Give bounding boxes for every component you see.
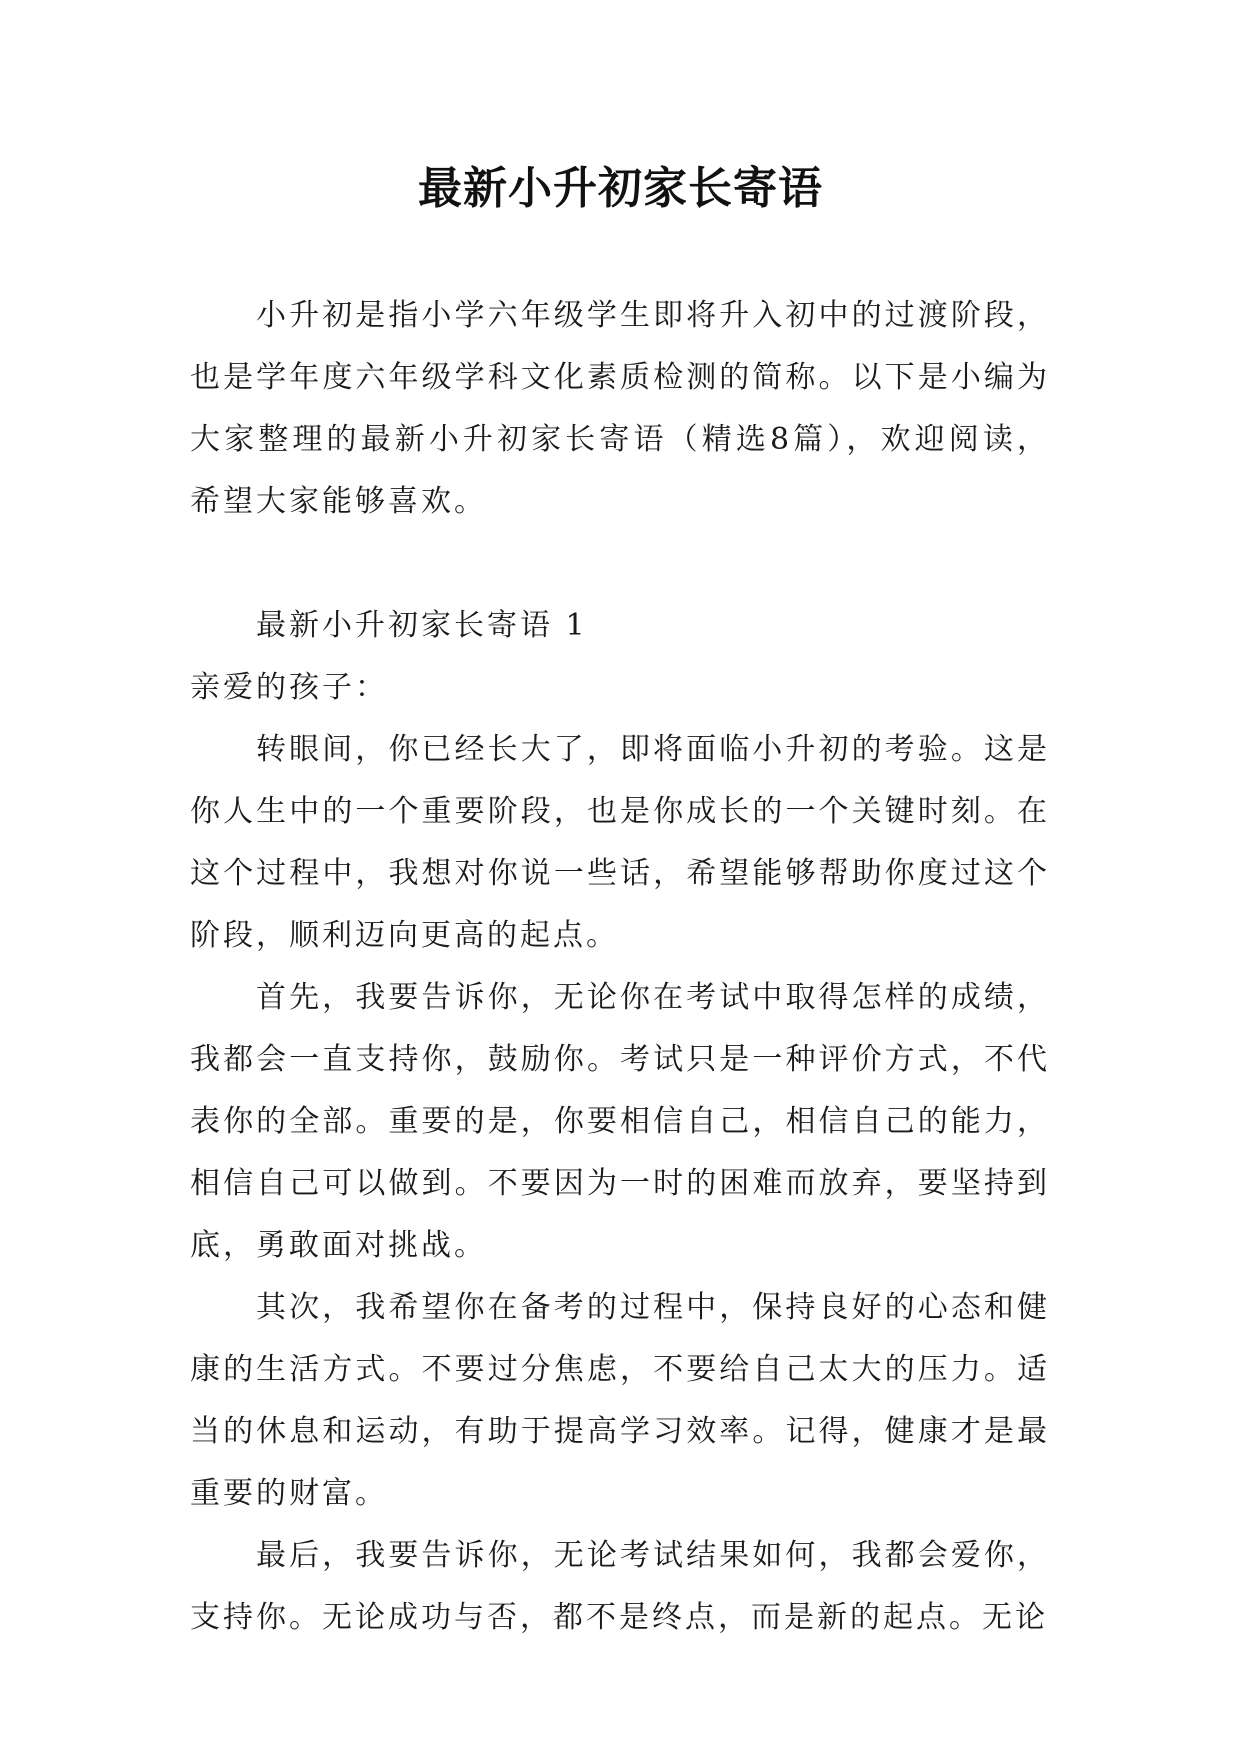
document-title: 最新小升初家长寄语 (418, 163, 823, 214)
intro-paragraph: 小升初是指小学六年级学生即将升入初中的过渡阶段，也是学年度六年级学科文化素质检测的简称。以下是小编为大家整理的最新小升初家长寄语（精选8篇），欢迎阅读，希望大家能够喜欢。 (190, 298, 1050, 519)
body-paragraph: 首先，我要告诉你，无论你在考试中取得怎样的成绩，我都会一直支持你，鼓励你。考试只是一种评价方式，不代表你的全部。重要的是，你要相信自己，相信自己的能力，相信自己可以做到。不要因为一时的困难而放弃，要坚持到底，勇敢面对挑战。 (190, 980, 1050, 1263)
spacer (190, 533, 1050, 595)
document-body (190, 285, 1050, 1649)
salutation: 亲爱的孩子： (190, 670, 388, 705)
body-paragraph: 其次，我希望你在备考的过程中，保持良好的心态和健康的生活方式。不要过分焦虑，不要给自己太大的压力。适当的休息和运动，有助于提高学习效率。记得，健康才是最重要的财富。 (190, 1290, 1050, 1511)
section-heading: 最新小升初家长寄语 1 (256, 608, 588, 643)
body-paragraph: 转眼间，你已经长大了，即将面临小升初的考验。这是你人生中的一个重要阶段，也是你成长的一个关键时刻。在这个过程中，我想对你说一些话，希望能够帮助你度过这个阶段，顺利迈向更高的起点。 (190, 732, 1050, 953)
body-paragraph: 最后，我要告诉你，无论考试结果如何，我都会爱你，支持你。无论成功与否，都不是终点，而是新的起点。无论 (190, 1538, 1050, 1635)
